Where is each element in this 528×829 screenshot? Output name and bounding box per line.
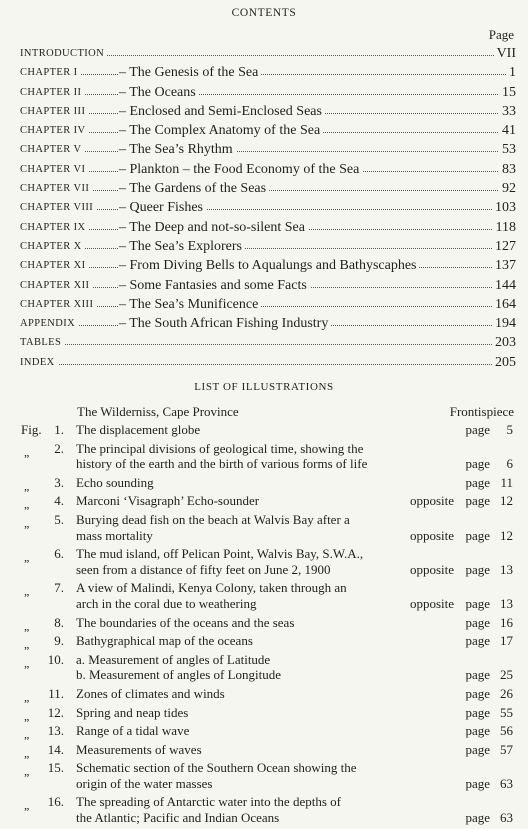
figure-caption [76,615,396,631]
page-word: page [465,775,490,791]
page-word: page [465,741,490,757]
toc-label: CHAPTER XII [20,276,92,295]
caption-line: Bathygraphical map of the oceans [76,633,253,649]
figure-page: 56 [500,723,513,739]
toc-page: 127 [492,237,516,256]
toc-page: 144 [492,276,516,295]
figure-caption [76,742,396,758]
opposite-label: opposite [409,527,454,543]
toc-entry [20,160,516,179]
toc-title: – From Diving Bells to Aqualungs and Bathyscaphes [119,256,419,275]
toc-page: 53 [499,140,516,159]
figure-number: 14. [47,741,64,757]
toc-title: – Enclosed and Semi-Enclosed Seas [119,102,325,121]
leader-dots [20,94,516,95]
figure-number: 11. [48,685,64,701]
page-word: page [465,723,490,739]
caption-line: b. Measurement of angles of Longitude [76,667,282,683]
page-word: page [465,667,490,683]
figure-number: 4. [54,493,64,509]
figure-caption [76,760,396,791]
ditto-mark: „ [24,708,30,723]
figure-page: 55 [500,704,513,720]
toc-title: – Queer Fishes [119,198,206,217]
figure-page: 12 [500,527,513,543]
caption-line: Measurements of waves [76,741,202,757]
toc-title: – The Sea’s Munificence [119,295,261,314]
figure-caption [76,633,396,649]
caption-line: Echo sounding [76,474,154,490]
leader-dots [20,364,516,365]
toc-entry [20,314,516,333]
leader-dots [20,74,516,75]
illustration-entry [0,493,528,512]
illustration-entry [0,475,528,494]
leader-dots [20,151,516,152]
illustration-entry [0,760,528,794]
caption-line: Schematic section of the Southern Ocean showing the [76,760,357,776]
figure-caption [76,794,396,825]
caption-line: The spreading of Antarctic water into the depths of [76,794,341,810]
toc-page: 203 [492,333,516,352]
figure-caption [76,546,396,577]
illustration-entry [0,441,528,475]
figure-page: 57 [500,741,513,757]
toc-label: CHAPTER V [20,140,84,159]
toc-label: CHAPTER XI [20,256,89,275]
toc-label: INTRODUCTION [20,44,107,63]
figure-page: 13 [500,561,513,577]
toc-title: – Some Fantasies and some Facts [119,276,310,295]
caption-line: the Atlantic; Pacific and Indian Oceans [76,810,280,826]
opposite-label: opposite [409,595,454,611]
contents-list [20,44,516,372]
toc-title: – The Complex Anatomy of the Sea [119,121,323,140]
figure-number: 5. [54,511,64,527]
figure-caption [76,475,396,491]
toc-label: CHAPTER IV [20,121,89,140]
toc-page: 137 [492,256,516,275]
leader-dots [20,248,516,249]
toc-label: CHAPTER III [20,102,88,121]
toc-label: CHAPTER I [20,63,81,82]
caption-line: a. Measurement of angles of Latitude [76,651,271,667]
caption-line: Spring and neap tides [76,704,189,720]
toc-label: CHAPTER VII [20,179,92,198]
ditto-mark: „ [24,764,30,779]
figure-caption [76,422,396,438]
caption-line: arch in the coral due to weathering [76,595,257,611]
figure-caption [76,652,396,683]
figure-number: 3. [54,474,64,490]
caption-line: A view of Malindi, Kenya Colony, taken through an [76,580,347,596]
toc-page: 33 [499,102,516,121]
figure-page: 11 [500,474,513,490]
toc-title: – The South African Fishing Industry [119,314,331,333]
figure-caption [76,580,396,611]
toc-title: – The Gardens of the Seas [119,179,269,198]
figure-number: 13. [47,723,64,739]
figure-page: 25 [500,667,513,683]
opposite-label: opposite [409,561,454,577]
toc-entry [20,295,516,314]
toc-label: CHAPTER VI [20,160,88,179]
figure-page: 6 [506,456,513,472]
page-word: page [465,633,490,649]
figure-number: 7. [54,580,64,596]
ditto-mark: „ [24,655,30,670]
toc-page: 1 [506,63,516,82]
illustration-entry [0,580,528,614]
figure-page: 17 [500,633,513,649]
ditto-mark: „ [24,550,30,565]
toc-label: APPENDIX [20,314,78,333]
toc-page: 15 [499,83,516,102]
illustration-entry [0,512,528,546]
figure-number: 15. [47,760,64,776]
toc-page: 164 [492,295,516,314]
caption-line: Range of a tidal wave [76,723,190,739]
frontispiece-title: The Wilderniss, Cape Province [77,404,239,419]
figure-number: 9. [54,633,64,649]
toc-entry [20,198,516,217]
caption-line: seen from a distance of fifty feet on June 2, 1900 [76,561,331,577]
illustration-entry [0,723,528,742]
ditto-mark: „ [24,727,30,742]
figure-number: 1. [54,422,64,437]
toc-entry [20,218,516,237]
toc-entry [20,63,516,82]
caption-line: The boundaries of the oceans and the seas [76,614,295,630]
toc-entry [20,256,516,275]
ditto-mark: „ [24,444,30,459]
illustration-entry [0,546,528,580]
ditto-mark: „ [24,515,30,530]
toc-label: CHAPTER IX [20,218,89,237]
toc-page: 92 [499,179,516,198]
ditto-mark: „ [24,798,30,813]
page-word: page [465,456,490,472]
toc-title: – The Sea’s Explorers [119,237,245,256]
illustration-entry [0,652,528,686]
figure-caption [76,723,396,739]
frontispiece-label: Frontispiece [449,404,514,419]
toc-entry [20,353,516,372]
ditto-mark: „ [24,584,30,599]
fig-label: Fig. [21,422,42,437]
page-word: page [465,561,490,577]
toc-page: 205 [492,353,516,372]
illustration-entry [0,633,528,652]
illustration-entry [0,742,528,761]
toc-title: – The Oceans [119,83,199,102]
toc-page: 118 [493,218,516,237]
figure-caption [76,493,396,509]
caption-line: origin of the water masses [76,775,213,791]
ditto-mark: „ [24,637,30,652]
ditto-mark: „ [24,478,30,493]
toc-label: CHAPTER X [20,237,85,256]
figure-page: 16 [500,614,513,630]
figure-page: 63 [500,810,513,826]
caption-line: The principal divisions of geological time, showing the [76,440,364,456]
toc-entry [20,333,516,352]
toc-page: 83 [499,160,516,179]
illustration-entry [0,615,528,634]
toc-label: CHAPTER VIII [20,198,96,217]
toc-page: VII [494,44,516,63]
caption-line: Zones of climates and winds [76,685,225,701]
page-word: page [465,474,490,490]
page-word: page [465,493,490,509]
ditto-mark: „ [24,497,30,512]
toc-title: – The Genesis of the Sea [119,63,261,82]
figure-caption [76,705,396,721]
page-word: page [465,527,490,543]
illustration-entry [0,705,528,724]
figure-caption [76,512,396,543]
page-word: page [465,614,490,630]
illustrations-list [0,422,528,829]
page-column-heading: Page [488,27,514,42]
toc-entry [20,179,516,198]
caption-line: The displacement globe [76,422,201,437]
figure-caption [76,686,396,702]
toc-page: 103 [492,198,516,217]
page-word: page [465,685,490,701]
figure-page: 63 [500,775,513,791]
toc-label: CHAPTER XIII [20,295,96,314]
ditto-mark: „ [24,689,30,704]
toc-page: 194 [492,314,516,333]
caption-line: Burying dead fish on the beach at Walvis Bay after a [76,511,350,527]
figure-page: 12 [500,493,513,509]
figure-number: 8. [54,614,64,630]
page-word: page [465,704,490,720]
illustrations-heading: LIST OF ILLUSTRATIONS [194,381,334,393]
page-word: page [465,810,490,826]
figure-page: 26 [500,685,513,701]
toc-entry [20,121,516,140]
figure-page: 5 [506,422,513,437]
leader-dots [20,344,516,345]
ditto-mark: „ [24,745,30,760]
toc-page: 41 [499,121,516,140]
figure-number: 10. [47,651,64,667]
toc-entry [20,237,516,256]
toc-title: – Plankton – the Food Economy of the Sea [119,160,362,179]
figure-number: 2. [54,440,64,456]
figure-page: 13 [500,595,513,611]
caption-line: mass mortality [76,527,153,543]
caption-line: Marconi ‘Visagraph’ Echo-sounder [76,493,260,509]
illustration-entry [0,686,528,705]
illustration-entry [0,422,528,441]
figure-caption [76,441,396,472]
toc-label: TABLES [20,333,64,352]
toc-entry [20,140,516,159]
toc-entry [20,102,516,121]
toc-title: – The Sea’s Rhythm [119,140,236,159]
caption-line: history of the earth and the birth of various forms of life [76,456,368,472]
toc-label: INDEX [20,353,58,372]
figure-number: 16. [47,794,64,810]
figure-number: 6. [54,546,64,562]
toc-entry [20,83,516,102]
ditto-mark: „ [24,618,30,633]
toc-title: – The Deep and not-so-silent Sea [119,218,308,237]
contents-heading: CONTENTS [231,7,297,19]
page-word: page [465,422,490,437]
figure-number: 12. [47,704,64,720]
toc-entry [20,44,516,63]
toc-entry [20,276,516,295]
opposite-label: opposite [409,493,454,509]
caption-line: The mud island, off Pelican Point, Walvis Bay, S.W.A., [76,546,364,562]
toc-label: CHAPTER II [20,83,84,102]
page-word: page [465,595,490,611]
